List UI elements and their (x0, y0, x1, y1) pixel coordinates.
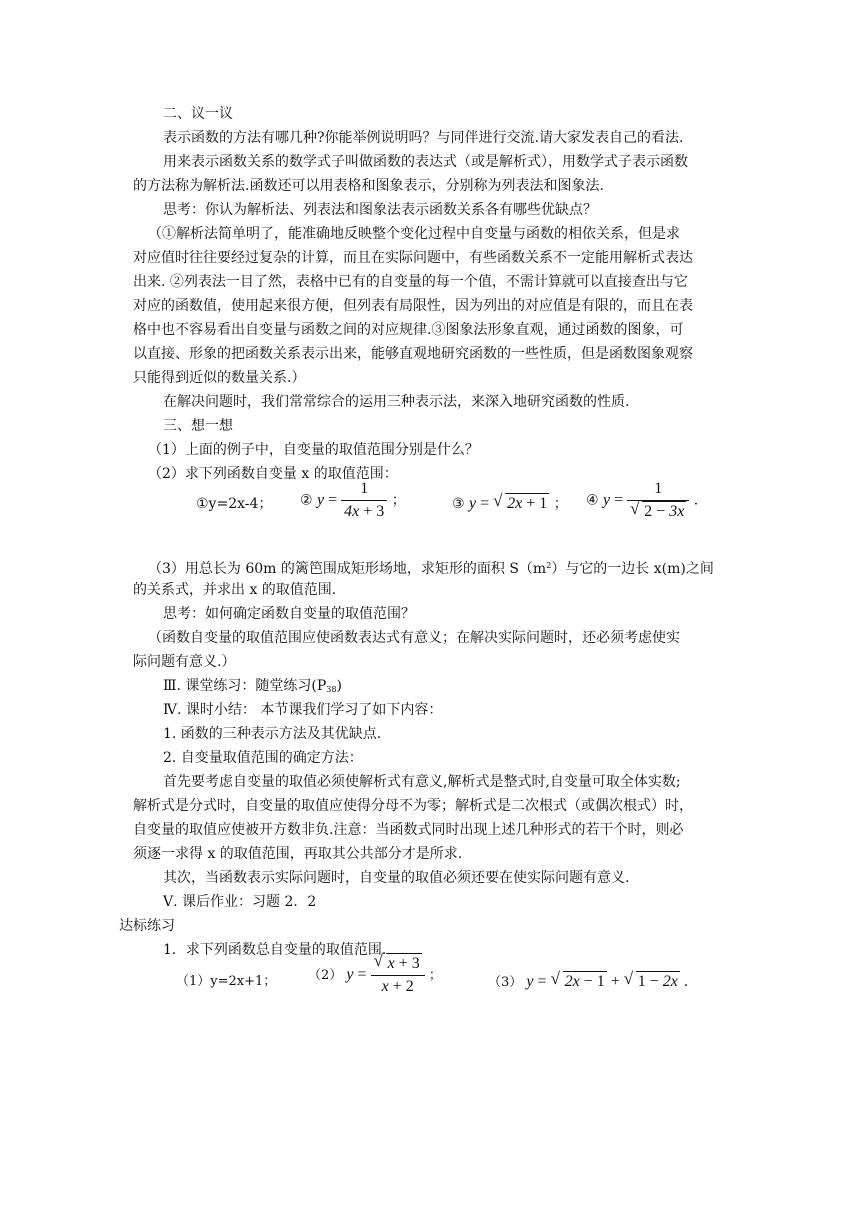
paragraph: （①解析法简单明了，能准确地反映整个变化过程中自变量与函数的相依关系，但是求 (148, 226, 680, 242)
section-heading (163, 676, 342, 700)
q3-text: （3）用总长为 60m 的篱笆围成矩形场地，求矩形的面积 S（m (148, 561, 547, 577)
exercise-formula-3-label: （3） (488, 975, 523, 990)
formula-2-label: ② (300, 492, 313, 509)
paragraph: 表示函数的方法有哪几种?你能举例说明吗？与同伴进行交流.请大家发表自己的看法. (163, 130, 684, 146)
paragraph: 思考：你认为解析法、列表法和图象法表示函数关系各有哪些优缺点？ (163, 202, 597, 218)
paragraph: 首先要考虑自变量的取值必须使解析式有意义,解析式是整式时,自变量可取全体实数; (163, 774, 681, 790)
paragraph: （函数自变量的取值范围应使函数表达式有意义；在解决实际问题时，还必须考虑使实 (148, 630, 680, 646)
question: 的关系式，并求出 x 的取值范围. (133, 582, 337, 598)
paragraph: 用来表示函数关系的数学式子叫做函数的表达式（或是解析式），用数学式子表示函数 (163, 154, 688, 170)
paragraph: 以直接、形象的把函数关系表示出来，能够直观地研究函数的一些性质，但是函数图象观察 (133, 346, 693, 362)
paragraph: 须逐一求得 x 的取值范围，再取其公共部分才是所求. (133, 846, 463, 862)
formula-2: ② y = $\frac{1}{4x + 3}$ ； (300, 480, 406, 520)
paragraph: 的方法称为解析法.函数还可以用表格和图象表示，分别称为列表法和图象法. (133, 178, 604, 194)
section-heading: 二、议一议 (163, 106, 233, 122)
practice-text-end: ) (336, 678, 342, 694)
paragraph: 其次，当函数表示实际问题时，自变量的取值必须还要在使实际问题有意义. (163, 870, 630, 886)
paragraph: 格中也不容易看出自变量与函数之间的对应规律.③图象法形象直观，通过函数的图象，可 (133, 322, 684, 338)
formula-3: ③ y = √ 2x + 1 ； (452, 486, 568, 526)
question: （1）上面的例子中，自变量的取值范围分别是什么？ (148, 442, 479, 458)
exercise-formula-3: （3） y = √ 2x − 1 + √ 1 − 2x . (488, 964, 688, 1004)
q3-text-end: ）与它的一边长 x(m)之间 (551, 561, 714, 577)
exercise-formula-2: （2） y = √ $\frac{x + 3}{x + 2}$ ； (308, 950, 442, 1004)
paragraph: 自变量的取值应使被开方数非负.注意：当函数式同时出现上述几种形式的若干个时，则必 (133, 822, 684, 838)
question: （2）求下列函数自变量 x 的取值范围： (148, 466, 398, 482)
section-heading: 三、想一想 (163, 418, 233, 434)
section-heading: Ⅳ. 课时小结： 本节课我们学习了如下内容： (163, 702, 443, 718)
question (148, 556, 714, 579)
question: 1．求下列函数总自变量的取值范围. (163, 942, 387, 958)
formula-1-text: ①y=2x-4； (196, 496, 273, 512)
formula-4: ④ y = 1 √ 2 − 3x . (586, 478, 698, 526)
paragraph: 解析式是分式时，自变量的取值应使得分母不为零；解析式是二次根式（或偶次根式）时， (133, 798, 693, 814)
paragraph: 在解决问题时，我们常常综合的运用三种表示法，来深入地研究函数的性质. (163, 394, 630, 410)
paragraph: 对应的函数值，使用起来很方便，但列表有局限性，因为列出的对应值是有限的，而且在表 (133, 298, 693, 314)
practice-text: Ⅲ. 课堂练习：随堂练习(P (163, 678, 327, 694)
list-item: 1. 函数的三种表示方法及其优缺点. (163, 726, 382, 742)
paragraph: 思考：如何确定函数自变量的取值范围？ (163, 606, 415, 622)
paragraph: 只能得到近似的数量关系.） (133, 370, 306, 386)
paragraph: 出来. ②列表法一目了然，表格中已有的自变量的每一个值，不需计算就可以直接查出与它 (133, 274, 688, 290)
formula-1 (196, 486, 272, 526)
practice-subscript: 38 (326, 685, 337, 694)
exercise-formula-1-text: （1）y=2x+1； (176, 974, 277, 989)
paragraph: 对应值时往往要经过复杂的计算，而且在实际问题中，有些函数关系不一定能用解析式表达 (133, 250, 693, 266)
exercise-formula-1 (176, 964, 276, 1004)
section-heading: Ⅴ. 课后作业：习题 2．2 (163, 894, 317, 910)
paragraph: 际问题有意义.） (133, 654, 236, 670)
exercise-formula-2-label: （2） (308, 968, 343, 983)
section-heading: 达标练习 (119, 918, 175, 934)
formula-3-label: ③ (452, 496, 465, 512)
q3-superscript: 2 (546, 561, 552, 570)
list-item: 2. 自变量取值范围的确定方法： (163, 750, 363, 766)
formula-4-label: ④ (586, 492, 599, 509)
